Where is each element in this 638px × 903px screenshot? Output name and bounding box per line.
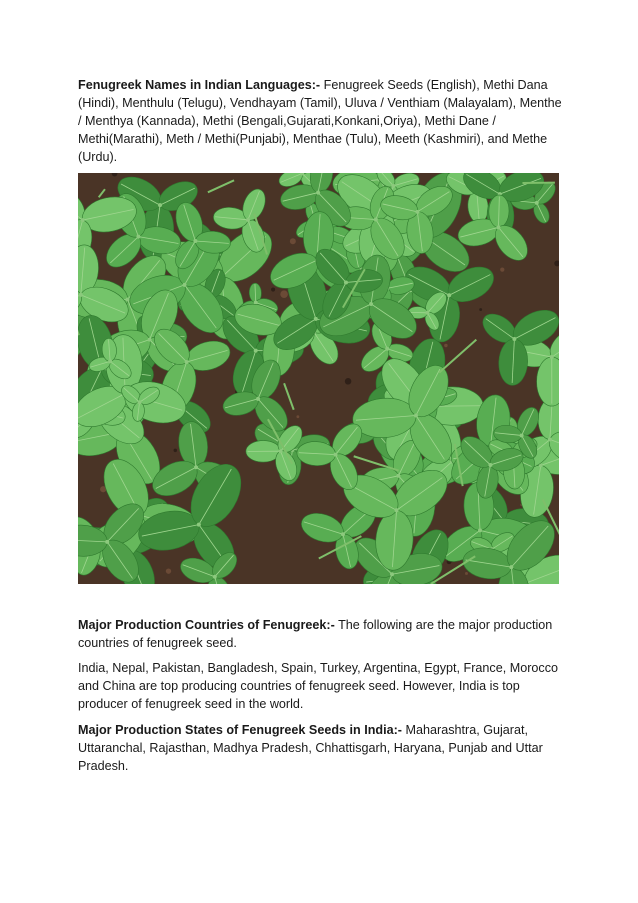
leaf-node (385, 347, 389, 351)
soil-speck (166, 568, 171, 573)
states-heading: Major Production States of Fenugreek Seeds in India:- (78, 723, 402, 737)
leaf-node (158, 203, 162, 207)
leaf-node (193, 239, 197, 243)
leaf-node (246, 218, 250, 222)
leaf-node (415, 210, 419, 214)
leaf-node (390, 572, 394, 576)
countries-list-paragraph: India, Nepal, Pakistan, Bangladesh, Spain, Turkey, Argentina, Egypt, France, Morocco and China are top producing countries of fenugreek seed. However, India is top producer of fenugreek seed in the world. (78, 661, 558, 711)
countries-heading: Major Production Countries of Fenugreek:- (78, 618, 335, 632)
countries-intro-body: The following are the major production countries of fenugreek seed. (78, 618, 553, 650)
leaf-node (374, 217, 378, 221)
leaf-node (213, 575, 217, 579)
leaf-node (136, 235, 140, 239)
states-paragraph (78, 721, 563, 775)
states-body: Maharashtra, Gujarat, Uttaranchal, Rajasthan, Madhya Pradesh, Chhattisgarh, Haryana, Punjab and Uttar Pradesh. (78, 723, 543, 773)
leaf-node (105, 540, 109, 544)
soil-speck (174, 449, 177, 452)
leaf-node (478, 528, 482, 532)
leaf-node (108, 359, 112, 363)
leaf-node (488, 463, 492, 467)
leaf-node (550, 355, 554, 359)
leaf-node (341, 532, 345, 536)
fenugreek-plants-illustration (78, 173, 559, 584)
leaf-node (148, 338, 152, 342)
leaf-node (520, 433, 524, 437)
leaf-node (447, 293, 451, 297)
countries-intro-paragraph (78, 616, 563, 652)
leaf-node (509, 565, 513, 569)
soil-speck (271, 287, 275, 291)
leaf-node (425, 311, 429, 315)
leaf-node (138, 400, 142, 404)
leaf-node (334, 453, 338, 457)
leaf-node (314, 317, 318, 321)
leaf-node (535, 201, 539, 205)
leaf-node (79, 293, 83, 297)
names-heading: Fenugreek Names in Indian Languages:- (78, 78, 321, 92)
leaf-node (512, 337, 516, 341)
leaf-node (183, 283, 187, 287)
leaf-node (279, 449, 283, 453)
leaf-node (391, 184, 395, 188)
fenugreek-photo (78, 173, 559, 584)
leaf-node (395, 508, 399, 512)
leaf-node (185, 360, 189, 364)
leaf-node (548, 438, 552, 442)
leaf-node (81, 218, 85, 222)
leaf-node (256, 397, 260, 401)
soil-speck (296, 415, 299, 418)
soil-speck (479, 308, 482, 311)
leaf-node (344, 280, 348, 284)
leaf-node (414, 413, 418, 417)
leaf-node (254, 349, 258, 353)
names-paragraph (78, 76, 563, 166)
soil-speck (500, 268, 504, 272)
leaf-node (396, 474, 400, 478)
soil-speck (444, 344, 447, 347)
soil-speck (280, 290, 288, 298)
soil-speck (465, 572, 468, 575)
leaf-node (126, 297, 130, 301)
soil-speck (290, 238, 296, 244)
names-body: Fenugreek Seeds (English), Methi Dana (Hindi), Menthulu (Telugu), Vendhayam (Tamil), Uluva / Venthiam (Malayalam), Menthe / Menthya (Kannada), Methi (Bengali,Gujarati,Konkani,Oriya), Methi Dane / Methi(Marathi), Meth / Methi(Punjabi), Menthae (Tulu), Meeth (Kashmiri), and Methe (Urdu). (78, 78, 562, 164)
soil-speck (345, 378, 352, 385)
leaf-node (497, 225, 501, 229)
leaf-node (369, 302, 373, 306)
leaf-node (194, 465, 198, 469)
leaf-node (316, 191, 320, 195)
leaf-node (197, 523, 201, 527)
